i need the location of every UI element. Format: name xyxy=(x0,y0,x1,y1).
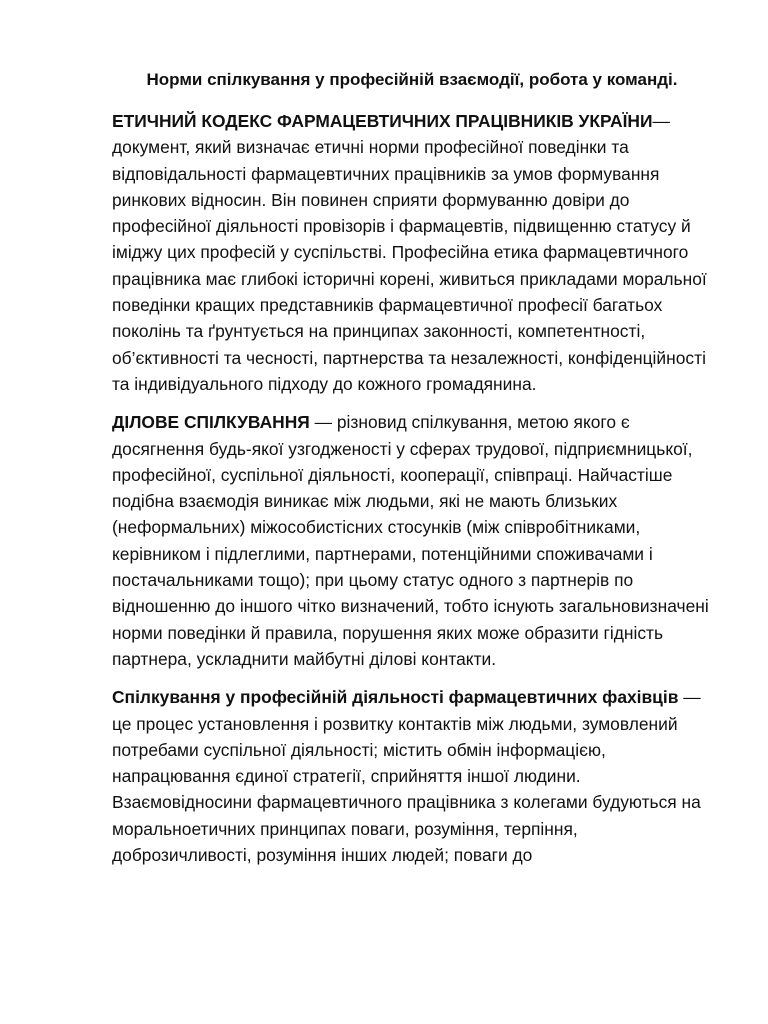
document-page xyxy=(112,68,712,880)
term-ethics-code: ЕТИЧНИЙ КОДЕКС ФАРМАЦЕВТИЧНИХ ПРАЦІВНИКІВ УКРАЇНИ xyxy=(112,111,653,131)
paragraph-ethics-code-text: — документ, який визначає етичні норми професійної поведінки та відповідальності фармацевтичних працівників за умов формування ринкових відносин. Він повинен сприяти формуванню довіри до професійної діяльності провізорів і фармацевтів, підвищенню статусу й іміджу цих професій у суспільстві. Професійна етика фармацевтичного працівника має глибокі історичні корені, живиться прикладами моральної поведінки кращих представників фармацевтичної професії багатьох поколінь та ґрунтується на принципах законності, компетентності, об’єктивності та чесності, партнерства та незалежності, конфіденційності та індивідуального підходу до кожного громадянина. xyxy=(112,111,707,394)
term-professional-communication: Спілкування у професійній діяльності фармацевтичних фахівців xyxy=(112,687,679,708)
term-business-communication: ДІЛОВЕ СПІЛКУВАННЯ xyxy=(112,412,310,433)
paragraph-professional-communication xyxy=(112,684,712,868)
paragraph-ethics-code xyxy=(112,108,712,397)
paragraph-business-communication xyxy=(112,409,712,672)
paragraph-business-communication-text: — різновид спілкування, метою якого є досягнення будь-якої узгодженості у сферах трудової, підприємницької, професійної, суспільної діяльності, кооперації, співпраці. Найчастіше подібна взаємодія виникає між людьми, які не мають близьких (неформальних) міжособистісних стосунків (між співробітниками, керівником і підлеглими, партнерами, потенційними споживачами і постачальниками тощо); при цьому статус одного з партнерів по відношенню до іншого чітко визначений, тобто існують загальновизначені норми поведінки й правила, порушення яких може образити гідність партнера, ускладнити майбутні ділові контакти. xyxy=(112,412,709,669)
document-title: Норми спілкування у професійній взаємодії, робота у команді. xyxy=(146,70,678,89)
paragraph-professional-communication-text: — це процес установлення і розвитку контактів між людьми, зумовлений потребами суспільної діяльності; містить обмін інформацією, напрацювання єдиної стратегії, сприйняття іншої людини. Взаємовідносини фармацевтичного працівника з колегами будуються на моральноетичних принципах поваги, розуміння, терпіння, доброзичливості, розуміння інших людей; поваги до xyxy=(112,687,701,866)
